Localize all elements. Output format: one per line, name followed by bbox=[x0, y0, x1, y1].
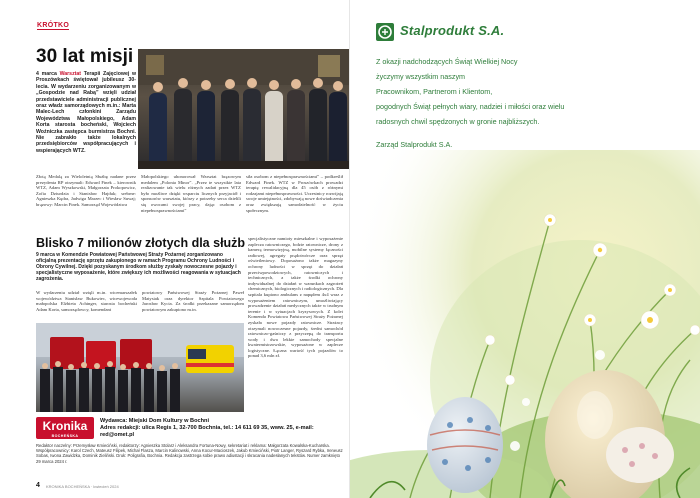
page-footer: KRONIKA BOCHEŃSKA · kwiecień 2024 bbox=[46, 484, 119, 489]
easter-greeting bbox=[376, 54, 676, 129]
article2-column-1: W wydarzeniu udział wzięli m.in. wicemarszałek województwa Stanisław Bukowiec, wicewojewoda małopolska Elżbieta Achinger, starosta bocheński Adam Korta, samorządowcy, komendant bbox=[36, 290, 137, 312]
stalprodukt-logo-text: Stalprodukt S.A. bbox=[400, 23, 505, 38]
lead-date: 4 marca bbox=[36, 71, 57, 77]
greeting-line: pogodnych Świąt pełnych wiary, nadziei i miłości oraz wielu bbox=[376, 102, 565, 111]
jubilee-group-illustration bbox=[138, 49, 350, 169]
article2-column-2: powiatowy Państwowej Straży Pożarnej Paweł Matysiak oraz dyrektor Szpitala Powiatowego Jarosław Kycia. Za środki przekazane samorządom powiatowym zakupiono m.in. bbox=[142, 290, 244, 312]
article1-lead bbox=[36, 71, 136, 154]
kronika-logo-main: Kronika bbox=[42, 419, 88, 433]
kronika-logo bbox=[36, 417, 94, 439]
stalprodukt-logo bbox=[376, 23, 596, 41]
article1-column-2: Małopolskiego uhonorował Warsztat brązowym medalem „Polonia Minor”. „Przez te wszystkie lata realizowanie tak wielu różnych zadań przez WTZ było możliwe dzięki wsparciu licznych przyjaciół i sponsorów warsztatu, którzy z potrzeby serca dzielili się owocami swojej pracy, dając osobom z niepełnosprawnościami” bbox=[141, 174, 241, 213]
editorial-credits: Redaktor naczelny: Przemysław Kmieciński, redaktorzy: Agnieszka Stolarz i Aleksandra Fortuna-Nowy, sekretariat i reklama: Małgorzata Kowalska-Kucharska. Współpracownicy: Karol Czech, Mateusz Filipek, Michał Flasza, Marcin Kalinowski, Anna Kocur-Macioszek, Jakub Kmieciński, Piotr Langer, Ryszard Rybka, Ireneusz Sobas, Iwona Zawidzka, Dominik Zieliński. Druk: Poligrafia, Bochnia. Redakcja zastrzega sobie prawo adiustacji i skracania nadesłanych tekstów. Numer zamknięto 29 marca 2024 r. bbox=[36, 443, 343, 464]
right-page-ad bbox=[350, 0, 700, 498]
article2-title: Blisko 7 milionów złotych dla służb bbox=[36, 236, 246, 250]
greeting-signature: Zarząd Stalprodukt S.A. bbox=[376, 140, 453, 149]
lead-text: Terapii Zajęciowej w Proszówkach świętował jubileusz 30-lecia. W wydarzeniu zorganizowanym w „Gospodzie nad Rabą” wzięli udział przedstawiciele administracji publicznej oraz władz samorządowych m.in.: Marta Malec-Lech członkini Zarządu Województwa Małopolskiego, Adam Korta starosta bocheński, Wojciech Woźniczka zastępca burmistrza Bochni. Nie zabrakło także lokalnych przedsiębiorców współpracujących i wspierających WTZ. bbox=[36, 71, 136, 154]
article2-right-column: specjalistyczne namioty mieszkalne i wyposażenie zaplecza ratowniczego, łodzie ratownicze, drony z kamerą termowizyjną, mobilne systemy łączności radiowej, agregaty prądotwórcze oraz sprzęt oświetleniowy. Doposażono także magazyny ochrony ludności w sprzęt do działań przeciwpowodziowych, ratowniczych i technicznych, a także środki ochrony indywidualnej do działań w warunkach zagrożeń chemicznych, biologicznych i radiologicznych. Dla szpitala kupiono ambulans z napędem 4x4 wraz z wyposażeniem ratowniczym, umożliwiający prowadzenie działań medycznych także w trudnym terenie i w sytuacjach kryzysowych. Z kolei Komenda Powiatowa Państwowej Straży Pożarnej zyskała nowe pojazdy ratownicze. Strażacy otrzymali nowoczesne pojazdy, średni samochód ratowniczo-gaśniczy z przyczepą do transportu wody i dwa lekkie samochody specjalne kwatermistrzowskie, wyposażone w zaplecze logistyczne. Łączna wartość tych pojazdów to ponad 3,6 mln zł. bbox=[248, 236, 343, 359]
greeting-line: Z okazji nadchodzących Świąt Wielkiej Nocy bbox=[376, 57, 518, 66]
article2-lead: 9 marca w Komendzie Powiatowej Państwowej Straży Pożarnej zorganizowano oficjalną prezentację sprzętu zakupionego w ramach Programu Ochrony Ludności i Obrony Cywilnej. Dzięki pozyskanym środkom służby zyskały nowoczesne pojazdy i specjalistyczne wyposażenie, które zwiększy ich możliwości reagowania w sytuacjach zagrożenia. bbox=[36, 252, 241, 283]
easter-eggs-illustration bbox=[350, 150, 700, 498]
article1-column-3: siła osobom z niepełnosprawnościami” – podkreślił Edward Finek. WTZ w Proszówkach prowadzi terapię rewalidacyjną dla 45 osób z różnymi rodzajami niepełnosprawności. Uczestnicy rozwijają swoje umiejętności, zdobywają nowe doświadczenia oraz zwiększają samodzielność w życiu społecznym. bbox=[246, 174, 343, 213]
article1-column-1: Złotą Medalą za Wieloletnią Służbę nadane przez prezydenta RP otrzymali: Edward Finek – kierownik WTZ, Adam Wyszkowski, Małgorzata Prokopowicz, Zofia Dziurdzia i Stanisław Hajduk; srebrne: Agnieszka Kędra, Jadwiga Marzec i Wiesław Suwaj; brązowy: Marcin Finek. Samorząd Województwa bbox=[36, 174, 136, 207]
greeting-line: radosnych chwil spędzonych w gronie najbliższych. bbox=[376, 117, 540, 126]
greeting-line: Pracownikom, Partnerom i Klientom, bbox=[376, 87, 493, 96]
address-line: Adres redakcji: ulica Regis 1, 32-700 Bochnia, tel.: 14 611 69 35, www. 25, e-mail: red@omet.pl bbox=[100, 425, 314, 438]
fire-service-photo bbox=[36, 323, 244, 412]
masthead-footer bbox=[36, 415, 343, 471]
publisher-line: Wydawca: Miejski Dom Kultury w Bochni bbox=[100, 418, 209, 424]
publisher-info bbox=[100, 418, 343, 439]
greeting-line: życzymy wszystkim naszym bbox=[376, 72, 466, 81]
jubilee-photo bbox=[138, 49, 350, 169]
stalprodukt-logo-icon bbox=[376, 23, 394, 41]
lead-highlight: Warsztat bbox=[59, 71, 82, 77]
page-number: 4 bbox=[36, 482, 40, 489]
section-tag: KRÓTKO bbox=[37, 22, 70, 29]
article1-title: 30 lat misji bbox=[36, 46, 134, 67]
kronika-logo-sub: BOCHEŃSKA bbox=[51, 434, 79, 438]
fire-trucks-illustration bbox=[36, 323, 244, 412]
